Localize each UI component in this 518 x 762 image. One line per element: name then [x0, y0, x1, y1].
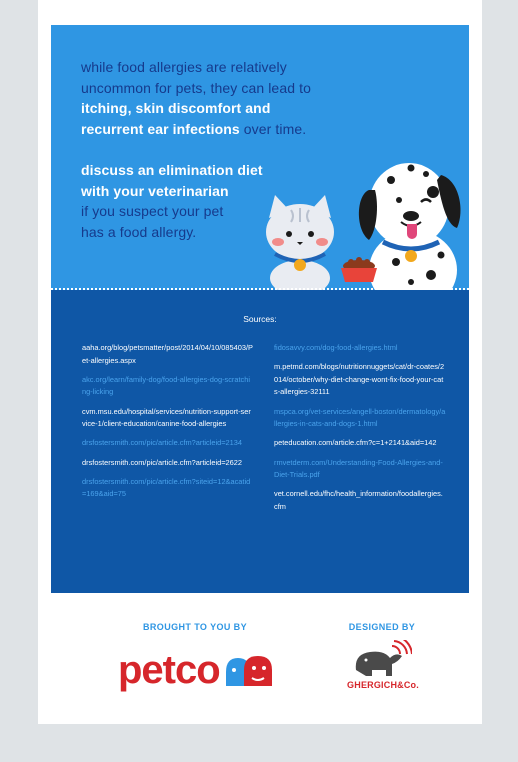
source-link[interactable]: akc.org/learn/family-dog/food-allergies-dog-scratching-licking [82, 374, 251, 397]
source-link[interactable]: drsfostersmith.com/pic/article.cfm?articleid=2622 [82, 457, 242, 467]
ghergich-logo[interactable]: GHERGICH&Co. [347, 680, 419, 690]
sources-title: Sources: [243, 314, 277, 324]
source-link[interactable]: fidosavvy.com/dog-food-allergies.html [274, 343, 398, 352]
hero-line: while food allergies are relatively [81, 59, 287, 75]
hero-line: if you suspect your pet [81, 203, 224, 219]
hero-line: uncommon for pets, they can lead to [81, 79, 311, 96]
source-link[interactable]: aaha.org/blog/petsmatter/post/2014/04/10/085403/Pet-allergies.aspx [82, 343, 253, 365]
dotted-divider [51, 288, 469, 290]
hero-line-emphasis: recurrent ear infections [81, 120, 240, 137]
source-link[interactable]: rmvetderm.com/Understanding-Food-Allergies-and-Diet-Trials.pdf [274, 457, 443, 480]
sources-left-column [82, 342, 254, 508]
source-link[interactable]: drsfostersmith.com/pic/article.cfm?siteid=12&acatid=169&aid=75 [82, 476, 251, 499]
hero-cta-line: with your veterinarian [81, 182, 229, 199]
source-link[interactable]: cvm.msu.edu/hospital/services/nutrition-support-service-1/client-education/canine-food-allergies [82, 406, 251, 429]
hero-line-tail: over time. [239, 120, 307, 137]
source-link[interactable]: m.petmd.com/blogs/nutritionnuggets/cat/dr-coates/2014/october/why-diet-change-wont-fix-food-your-cats-allergies-32111 [274, 362, 445, 397]
petco-pets-icon [222, 652, 274, 692]
hero-cta-line: discuss an elimination diet [81, 162, 263, 178]
cat-icon [266, 195, 334, 290]
petco-logo[interactable] [118, 650, 220, 690]
pets-illustration [251, 150, 469, 290]
petco-wordmark: petco [118, 648, 220, 692]
designed-by-label: DESIGNED BY [348, 622, 416, 632]
source-link[interactable]: vet.cornell.edu/fhc/health_information/foodallergies.cfm [274, 489, 443, 511]
hero-line-emphasis: itching, skin discomfort and [81, 100, 271, 116]
brought-to-you-by-label: BROUGHT TO YOU BY [143, 622, 247, 632]
source-link[interactable]: drsfostersmith.com/pic/article.cfm?articleid=2134 [82, 438, 242, 448]
sources-right-column [274, 342, 446, 520]
source-link[interactable]: mspca.org/vet-services/angell-boston/dermatology/allergies-in-cats-and-dogs-1.html [274, 406, 446, 429]
hero-line: has a food allergy. [81, 223, 197, 240]
sources-panel [51, 290, 469, 593]
ghergich-elephant-icon [350, 640, 412, 682]
hero-banner [51, 25, 469, 290]
source-link[interactable]: peteducation.com/article.cfm?c=1+2141&aid=142 [274, 438, 437, 448]
